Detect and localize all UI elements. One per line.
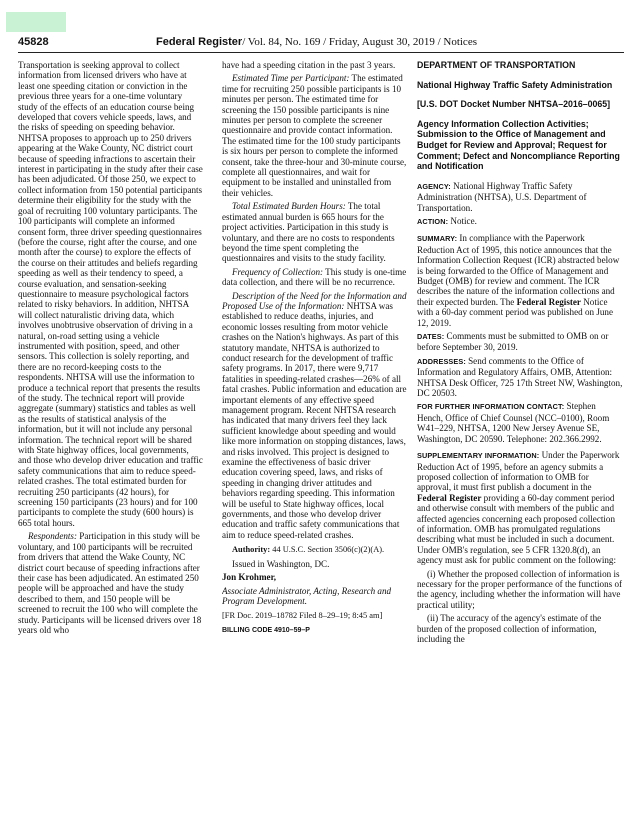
paragraph-time: Estimated Time per Participant: The estimated time for recruiting 250 possible participants is 10 minutes per person. The estimated time for screening the 150 possible participants is nine minutes per person to complete the screener questionnaire and provide contact information. The estimated time for the 100 study participants is six hours per person to complete the informed consent, take the three-hour and 30-minute course, complete all questionnaires, and wait for equipment to be installed and uninstalled from their vehicles. [222,73,407,198]
supplementary-section: SUPPLEMENTARY INFORMATION: Under the Paperwork Reduction Act of 1995, before an agency submits a proposed collection of information to OMB for approval, it must first publish a document in the Federal Register providing a 60-day comment period and otherwise consult with members of the public and affected agencies concerning each proposed collection of information. OMB has promulgated regulations describing what must be included in such a document. Under OMB's regulation, see 5 CFR 1320.8(d), an agency must ask for public comment on the following: [417,450,620,566]
paragraph: Transportation is seeking approval to collect information from licensed drivers who have at least one speeding citation or conviction in the previous three years for a one-time voluntary study of the effects of an education course being developed that covers vehicle speeds, laws, and the risks of speeding on speeding behavior. NHTSA proposes to approach up to 250 drivers appearing at the Wake County, NC district court because of speeding infractions to ascertain their interest in participating in the study after their case has been adjudicated. Of those 250, we expect to collect information from 150 potential participants determine their eligibility for the study with the goal of recruiting 100 voluntary participants. The 100 participants will complete an informed consent form, three driver speeding questionnaires (before the course, right after the course, and one month after the course) to explore the effects of the course on their attitudes and beliefs regarding speeding as well as their tendency to speed, a course evaluation, and sensation-seeking questionnaire to measure psychological factors related to risky behaviors. In addition, NHTSA will collect naturalistic driving data, which involves unobtrusive observation of driving in a natural, on-road setting using a vehicle instrumented with position, speed, and other sensors. This collection is solely reporting, and there are no record-keeping costs to the respondents. NHTSA will use the information to produce a technical report that presents the results of the study. The technical report will provide aggregate (summary) statistics and tables as well as the results of statistical analysis of the information, but it will not include any personal information. The technical report will be shared with State highway offices, local governments, and those who develop driver education and traffic safety communications that aim to reduce speed-related crashes. The total estimated burden for recruiting 250 participants (42 hours), for screening 150 participants (23 hours) and for 100 participants to complete the study (600 hours) is 665 total hours. [18,60,203,528]
signer-name: Jon Krohmer, [222,572,277,583]
paragraph-need: Description of the Need for the Information and Proposed Use of the Information: NHTSA was established to reduce deaths, injuries, and economic losses resulting from motor vehicle crashes on the Nation's highways. As part of this statutory mandate, NHTSA is authorized to conduct research for the development of traffic safety programs. In 2017, there were 9,717 fatalities in speeding-related crashes—26% of all fatal crashes. Public information and education are important elements of any effective speed management program. Recent NHTSA research has indicated that many drivers feel they lack sufficient knowledge about speeding and would like more information on stopping distances, laws, and risks involved. This project is designed to examine the effectiveness of basic driver education covering speed, laws, and risks of speeding in changing driver attitudes and behaviors regarding speeding. This information will be useful to State highway offices, local governments, and those who develop driver education and traffic safety communications that aim to reduce speed-related crashes. [222,290,407,540]
docket-number: [U.S. DOT Docket Number NHTSA–2016–0065] [417,99,611,110]
fr-doc-line: [FR Doc. 2019–18782 Filed 8–29–19; 8:45 am] [222,611,383,621]
authority-line: Authority: 44 U.S.C. Section 3506(c)(2)(A). [232,545,385,555]
running-head [156,36,477,48]
paragraph: have had a speeding citation in the past 3 years. [222,60,396,70]
paragraph-frequency: Frequency of Collection: This study is one-time data collection, and there will be no recurrence. [222,266,407,288]
volume-line: / Vol. 84, No. 169 / Friday, August 30, 2019 / Notices [242,36,477,48]
page-header [18,34,624,53]
agency-section: AGENCY: National Highway Traffic Safety Administration (NHTSA), U.S. Department of Transportation. [417,180,587,213]
page-number: 45828 [18,36,49,48]
dates-section: DATES: Comments must be submitted to OMB on or before September 30, 2019. [417,331,609,353]
agency-heading: National Highway Traffic Safety Administration [417,79,613,90]
list-item: (i) Whether the proposed collection of information is necessary for the proper performance of the functions of the agency, including whether the information will have practical utility; [417,568,623,610]
column-2 [222,60,408,820]
addresses-section: ADDRESSES: Send comments to the Office of Information and Regulatory Affairs, OMB, Attention: NHTSA Desk Officer, 725 17th Street NW, Washington, DC 20503. [417,355,623,399]
column-1 [18,60,204,820]
signer-title: Associate Administrator, Acting, Research and Program Development. [222,585,392,606]
highlight-tab [6,12,66,32]
column-3 [417,60,623,820]
summary-section: SUMMARY: In compliance with the Paperwork Reduction Act of 1995, this notice announces that the Information Collection Request (ICR) abstracted below is being forwarded to the Office of Management and Budget (OMB) for review and comment. The ICR describes the nature of the information collections and their expected burden. The Federal Register Notice with a 60-day comment period was published on June 12, 2019. [417,233,620,328]
paragraph-respondents: Respondents: Participation in this study will be voluntary, and 100 participants will be recruited from drivers that attend the Wake County, NC district court because of speeding infractions after their case has been adjudicated. An estimated 250 people will be approached and have the study described to them, and 150 people will be screened to recruit the 100 who will complete the study. Participants will be licensed drivers over 18 years old who [18,531,202,635]
document-title: Agency Information Collection Activities; Submission to the Office of Management and Budget for Review and Approval; Request for Comment; Defect and Noncompliance Reporting and Notification [417,118,620,172]
department-heading: DEPARTMENT OF TRANSPORTATION [417,60,576,70]
billing-code: BILLING CODE 4910–59–P [222,626,310,634]
publication-name: Federal Register [156,36,243,48]
list-item: (ii) The accuracy of the agency's estimate of the burden of the proposed collection of information, including the [417,613,602,644]
issued-line: Issued in Washington, DC. [232,558,330,569]
action-section: ACTION: Notice. [417,215,477,226]
paragraph-burden: Total Estimated Burden Hours: The total estimated annual burden is 665 hours for the project activities. Participation in this study is voluntary, and there are no costs to respondents beyond the time spent completing the questionnaires and visits to the study facility. [222,201,395,264]
contact-section: FOR FURTHER INFORMATION CONTACT: Stephen Hench, Office of Chief Counsel (NCC–0100), Room W41–229, NHTSA, 1200 New Jersey Avenue SE, Washington, DC 20590. Telephone: 202.366.2992. [417,401,610,444]
